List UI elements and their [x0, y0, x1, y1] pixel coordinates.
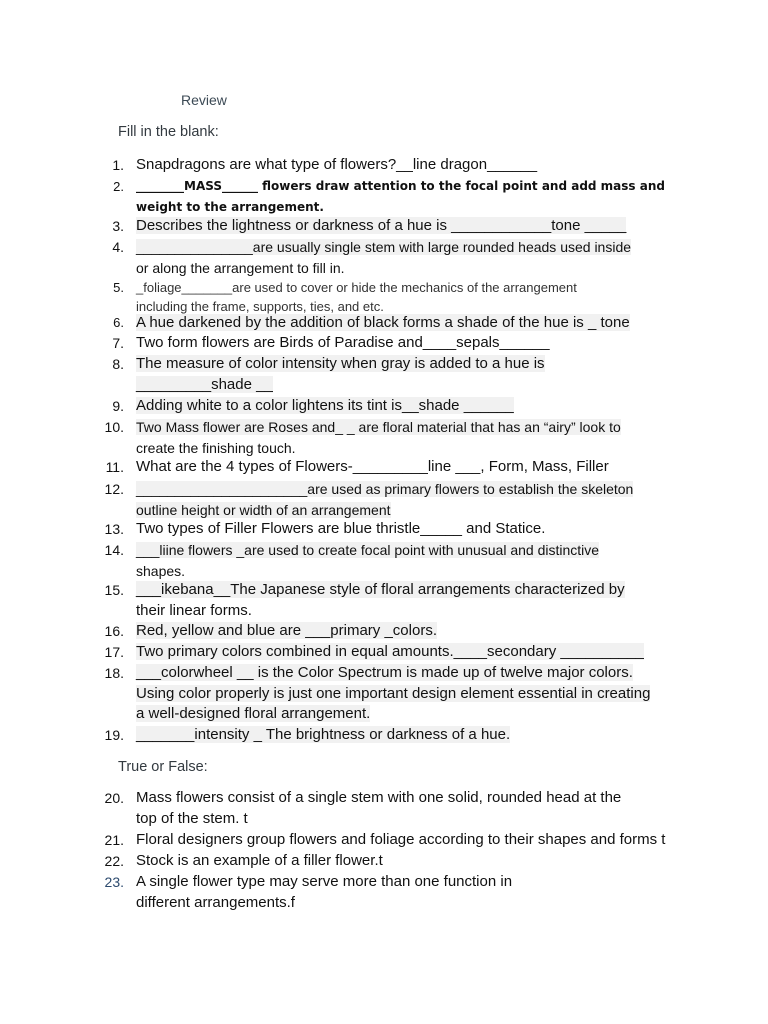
question-line: What are the 4 types of Flowers-_________line ___, Form, Mass, Filler [136, 458, 609, 475]
question-number: 18. [104, 665, 124, 681]
question-line: or along the arrangement to fill in. [136, 259, 345, 276]
question-line: Mass flowers consist of a single stem with one solid, rounded head at the [136, 789, 622, 806]
question-line: A hue darkened by the addition of black forms a shade of the hue is _ tone [136, 314, 630, 331]
question-line: Floral designers group flowers and foliage according to their shapes and forms t [136, 831, 666, 848]
page-title: Review [181, 92, 227, 108]
question-line: Two primary colors combined in equal amounts.____secondary __________ [136, 643, 644, 660]
question-text [136, 830, 696, 851]
question-line: A single flower type may serve more than one function in [136, 873, 513, 890]
question-line: Stock is an example of a filler flower.t [136, 852, 383, 869]
question-number: 5. [113, 280, 124, 295]
question-text [136, 580, 696, 621]
question-text [136, 155, 696, 176]
question-line: Using color properly is just one important design element essential in creating [136, 684, 651, 702]
question-line: Describes the lightness or darkness of a hue is ____________tone _____ [136, 217, 627, 234]
question-line: Snapdragons are what type of flowers?__line dragon______ [136, 156, 538, 173]
question-line: weight to the arrangement. [136, 200, 324, 214]
question-number: 16. [104, 623, 124, 639]
question-line: Adding white to a color lightens its tint is__shade ______ [136, 397, 514, 414]
question-line: top of the stem. t [136, 809, 248, 827]
question-text [136, 663, 696, 725]
question-line: ______________________are used as primary flowers to establish the skeleton [136, 481, 634, 497]
question-text [136, 396, 696, 417]
question-line: The measure of color intensity when gray is added to a hue is [136, 355, 545, 372]
question-text [136, 354, 696, 395]
question-number: 4. [112, 239, 124, 255]
question-number: 13. [104, 521, 124, 537]
question-text [136, 642, 696, 663]
question-line: outline height or width of an arrangement [136, 501, 391, 518]
question-number: 20. [104, 790, 124, 806]
question-number: 14. [104, 542, 124, 558]
question-line: shapes. [136, 562, 186, 579]
section-heading-fill-in: Fill in the blank: [118, 124, 219, 140]
question-text [136, 725, 696, 746]
question-text [136, 333, 696, 354]
question-text [136, 479, 696, 520]
question-line: Two Mass flower are Roses and_ _ are floral material that has an “airy” look to [136, 419, 621, 435]
question-line: their linear forms. [136, 601, 252, 619]
question-text [136, 313, 696, 334]
question-text [136, 237, 696, 278]
question-text [136, 417, 696, 458]
question-number: 1. [112, 157, 124, 173]
question-line: Red, yellow and blue are ___primary _colors. [136, 622, 437, 639]
question-line: a well-designed floral arrangement. [136, 705, 371, 722]
question-line: _______intensity _ The brightness or darkness of a hue. [136, 726, 511, 743]
question-line: ___colorwheel __ is the Color Spectrum is made up of twelve major colors. [136, 664, 633, 681]
question-number: 10. [104, 419, 124, 435]
question-line: Two types of Filler Flowers are blue thristle_____ and Statice. [136, 520, 546, 537]
question-number: 23. [104, 874, 124, 890]
question-text [136, 540, 696, 581]
question-line: ___liine flowers _are used to create focal point with unusual and distinctive [136, 542, 600, 558]
question-line: different arrangements.f [136, 893, 295, 911]
question-line: _________shade __ [136, 375, 273, 393]
question-number: 9. [112, 398, 124, 414]
section-heading-true-false: True or False: [118, 759, 208, 775]
question-line: including the frame, supports, ties, and etc. [136, 299, 384, 314]
question-number: 8. [112, 356, 124, 372]
question-text [136, 216, 696, 237]
question-line: _______________are usually single stem with large rounded heads used inside [136, 239, 632, 255]
question-number: 22. [104, 853, 124, 869]
question-line: _foliage_______are used to cover or hide the mechanics of the arrangement [136, 280, 577, 295]
question-number: 21. [104, 832, 124, 848]
question-number: 19. [104, 727, 124, 743]
question-text [136, 457, 696, 478]
question-line: create the finishing touch. [136, 439, 296, 456]
question-number: 7. [112, 335, 124, 351]
question-number: 17. [104, 644, 124, 660]
question-number: 6. [113, 315, 124, 330]
question-number: 15. [104, 582, 124, 598]
question-number: 12. [104, 481, 124, 497]
question-number: 3. [112, 218, 124, 234]
question-text [136, 872, 696, 913]
question-line: ________MASS______ flowers draw attention to the focal point and add mass and [136, 179, 665, 193]
question-text [136, 621, 696, 642]
question-line: Two form flowers are Birds of Paradise and____sepals______ [136, 334, 550, 351]
question-text [136, 851, 696, 872]
question-text [136, 176, 696, 218]
question-line: ___ikebana__The Japanese style of floral arrangements characterized by [136, 581, 625, 598]
question-number: 2. [113, 179, 124, 194]
question-text [136, 519, 696, 540]
question-number: 11. [105, 459, 124, 475]
question-text [136, 278, 696, 316]
question-text [136, 788, 696, 829]
